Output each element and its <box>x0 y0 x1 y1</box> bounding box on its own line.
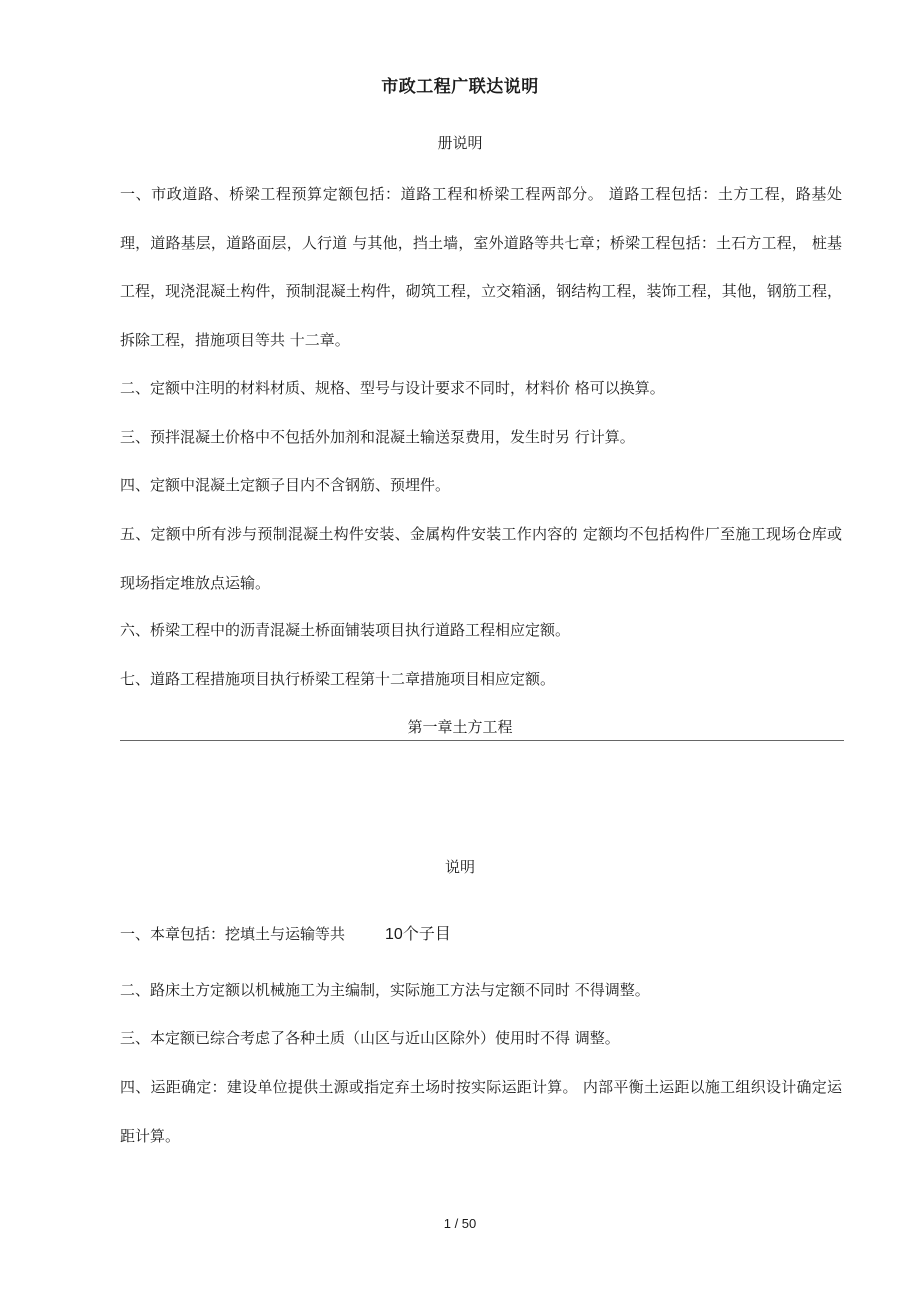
chapter-heading: 第一章土方工程 <box>407 718 513 736</box>
volume-item-3: 三、预拌混凝土价格中不包括外加剂和混凝土输送泵费用，发生时另 行计算。 <box>120 428 635 446</box>
chapter-item-1-count: 10个子目 <box>385 926 451 943</box>
volume-item-1: 一、市政道路、桥梁工程预算定额包括：道路工程和桥梁工程两部分。 道路工程包括：土方工程，路基处理，道路基层，道路面层，人行道 与其他，挡土墙，室外道路等共七章；桥梁工程包括：土石方工程， 桩基工程，现浇混凝土构件，预制混凝土构件，砌筑工程，立交箱涵，钢结构工程，装饰工程，其他，钢筋工程，拆除工程，措施项目等共 十二章。 <box>120 185 842 349</box>
document-title: 市政工程广联达说明 <box>381 77 539 97</box>
volume-item-7: 七、道路工程措施项目执行桥梁工程第十二章措施项目相应定额。 <box>120 670 556 688</box>
chapter-item-4: 四、运距确定：建设单位提供土源或指定弃土场时按实际运距计算。 内部平衡土运距以施工组织设计确定运距计算。 <box>120 1078 842 1145</box>
volume-item-2: 二、定额中注明的材料材质、规格、型号与设计要求不同时，材料价 格可以换算。 <box>120 379 665 397</box>
volume-item-5: 五、定额中所有涉与预制混凝土构件安装、金属构件安装工作内容的 定额均不包括构件厂至施工现场仓库或现场指定堆放点运输。 <box>120 525 842 592</box>
chapter-item-1-text: 一、本章包括：挖填土与运输等共 <box>120 925 346 943</box>
chapter-item-1 <box>120 910 842 960</box>
page-number: 1 / 50 <box>443 1216 477 1231</box>
chapter-notes-heading: 说明 <box>444 858 475 876</box>
volume-item-4: 四、定额中混凝土定额子目内不含钢筋、预埋件。 <box>120 476 451 494</box>
volume-heading: 册说明 <box>437 134 483 152</box>
chapter-item-3: 三、本定额已综合考虑了各种土质（山区与近山区除外）使用时不得 调整。 <box>120 1029 620 1047</box>
chapter-item-2: 二、路床土方定额以机械施工为主编制，实际施工方法与定额不同时 不得调整。 <box>120 981 650 999</box>
volume-item-6: 六、桥梁工程中的沥青混凝土桥面铺装项目执行道路工程相应定额。 <box>120 621 571 639</box>
section-divider <box>120 740 844 741</box>
